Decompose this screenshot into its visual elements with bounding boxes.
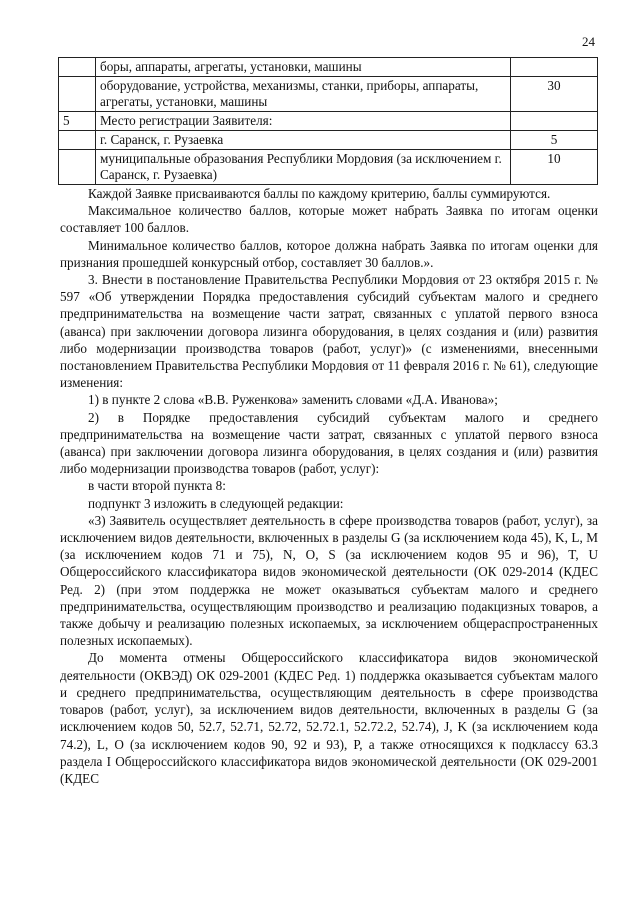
table-cell-score <box>511 58 598 77</box>
paragraph: «3) Заявитель осуществляет деятельность в сфере производства товаров (работ, услуг), за исключением видов деятельности, включенных в разделы G (за исключением кода 45), K, L, M (за исключением кодов 71 и 75), N, O, S (за исключением кодов 95 и 96), T, U Общероссийского классификатора видов экономической деятельности (ОК 029-2014 (КДЕС Ред. 2) (при этом поддержка не может оказываться субъектам малого и среднего предпринимательства, осуществляющим производство и реализацию подакцизных товаров, а также добычу и реализацию полезных ископаемых, за исключением общераспространенных полезных ископаемых). <box>60 512 598 649</box>
table-cell-criterion: боры, аппараты, агрегаты, установки, машины <box>96 58 511 77</box>
table-cell-score: 5 <box>511 131 598 150</box>
table-cell-number <box>59 58 96 77</box>
criteria-table <box>58 57 598 185</box>
table-cell-criterion: Место регистрации Заявителя: <box>96 112 511 131</box>
table-cell-criterion: муниципальные образования Республики Мордовия (за исключением г. Саранск, г. Рузаевка) <box>96 150 511 185</box>
table-row <box>59 77 598 112</box>
paragraph: До момента отмены Общероссийского классификатора видов экономической деятельности (ОКВЭД) ОК 029-2001 (КДЕС Ред. 1) поддержка оказывается субъектам малого и среднего предпринимательства, осуществляющим деятельность в сфере производства товаров (работ, услуг), за исключением видов деятельности, включенных в разделы G (за исключением кодов 50, 52.7, 52.71, 52.72, 52.72.1, 52.72.2, 52.74), J, K (за исключением кода 74.2), L, O (за исключением кодов 90, 92 и 93), P, а также относящихся к подклассу 63.3 раздела I Общероссийского классификатора видов экономической деятельности (ОК 029-2001 (КДЕС <box>60 650 598 786</box>
table-cell-criterion: г. Саранск, г. Рузаевка <box>96 131 511 150</box>
paragraph: 3. Внести в постановление Правительства Республики Мордовия от 23 октября 2015 г. № 597 «Об утверждении Порядка предоставления субсидий субъектам малого и среднего предпринимательства на возмещение части затрат, связанных с уплатой первого взноса (аванса) при заключении договора лизинга оборудования, в целях создания и (или) развития либо модернизации производства товаров (работ, услуг)» (с изменениями, внесенными постановлением Правительства Республики Мордовия от 11 февраля 2016 г. № 61), следующие изменения: <box>60 272 598 391</box>
paragraph: 2) в Порядке предоставления субсидий субъектам малого и среднего предпринимательства на возмещение части затрат, связанных с уплатой первого взноса (аванса) при заключении договора лизинга оборудования, в целях создания и (или) развития либо модернизации производства товаров (работ, услуг): <box>60 409 598 477</box>
table-row <box>59 131 598 150</box>
table-row <box>59 150 598 185</box>
paragraph: подпункт 3 изложить в следующей редакции: <box>88 495 344 511</box>
body-text <box>60 185 598 787</box>
table-cell-number <box>59 131 96 150</box>
paragraph: Каждой Заявке присваиваются баллы по каждому критерию, баллы суммируются. <box>88 186 551 201</box>
table-cell-number <box>59 77 96 112</box>
paragraph: 1) в пункте 2 слова «В.В. Руженкова» заменить словами «Д.А. Иванова»; <box>88 392 498 408</box>
table-row <box>59 58 598 77</box>
table-cell-number <box>59 150 96 185</box>
paragraph: Минимальное количество баллов, которое должна набрать Заявка по итогам оценки для признания прошедшей конкурсный отбор, составляет 30 баллов.». <box>60 237 598 270</box>
page-number: 24 <box>582 34 595 49</box>
table-cell-score: 30 <box>511 77 598 112</box>
paragraph: в части второй пункта 8: <box>88 478 226 494</box>
table-cell-number: 5 <box>59 112 96 131</box>
table-cell-score <box>511 112 598 131</box>
paragraph: Максимальное количество баллов, которые может набрать Заявка по итогам оценки составляет 100 баллов. <box>60 203 598 236</box>
table-row <box>59 112 598 131</box>
table-cell-criterion: оборудование, устройства, механизмы, станки, приборы, аппараты, агрегаты, установки, машины <box>96 77 511 112</box>
table-cell-score: 10 <box>511 150 598 185</box>
